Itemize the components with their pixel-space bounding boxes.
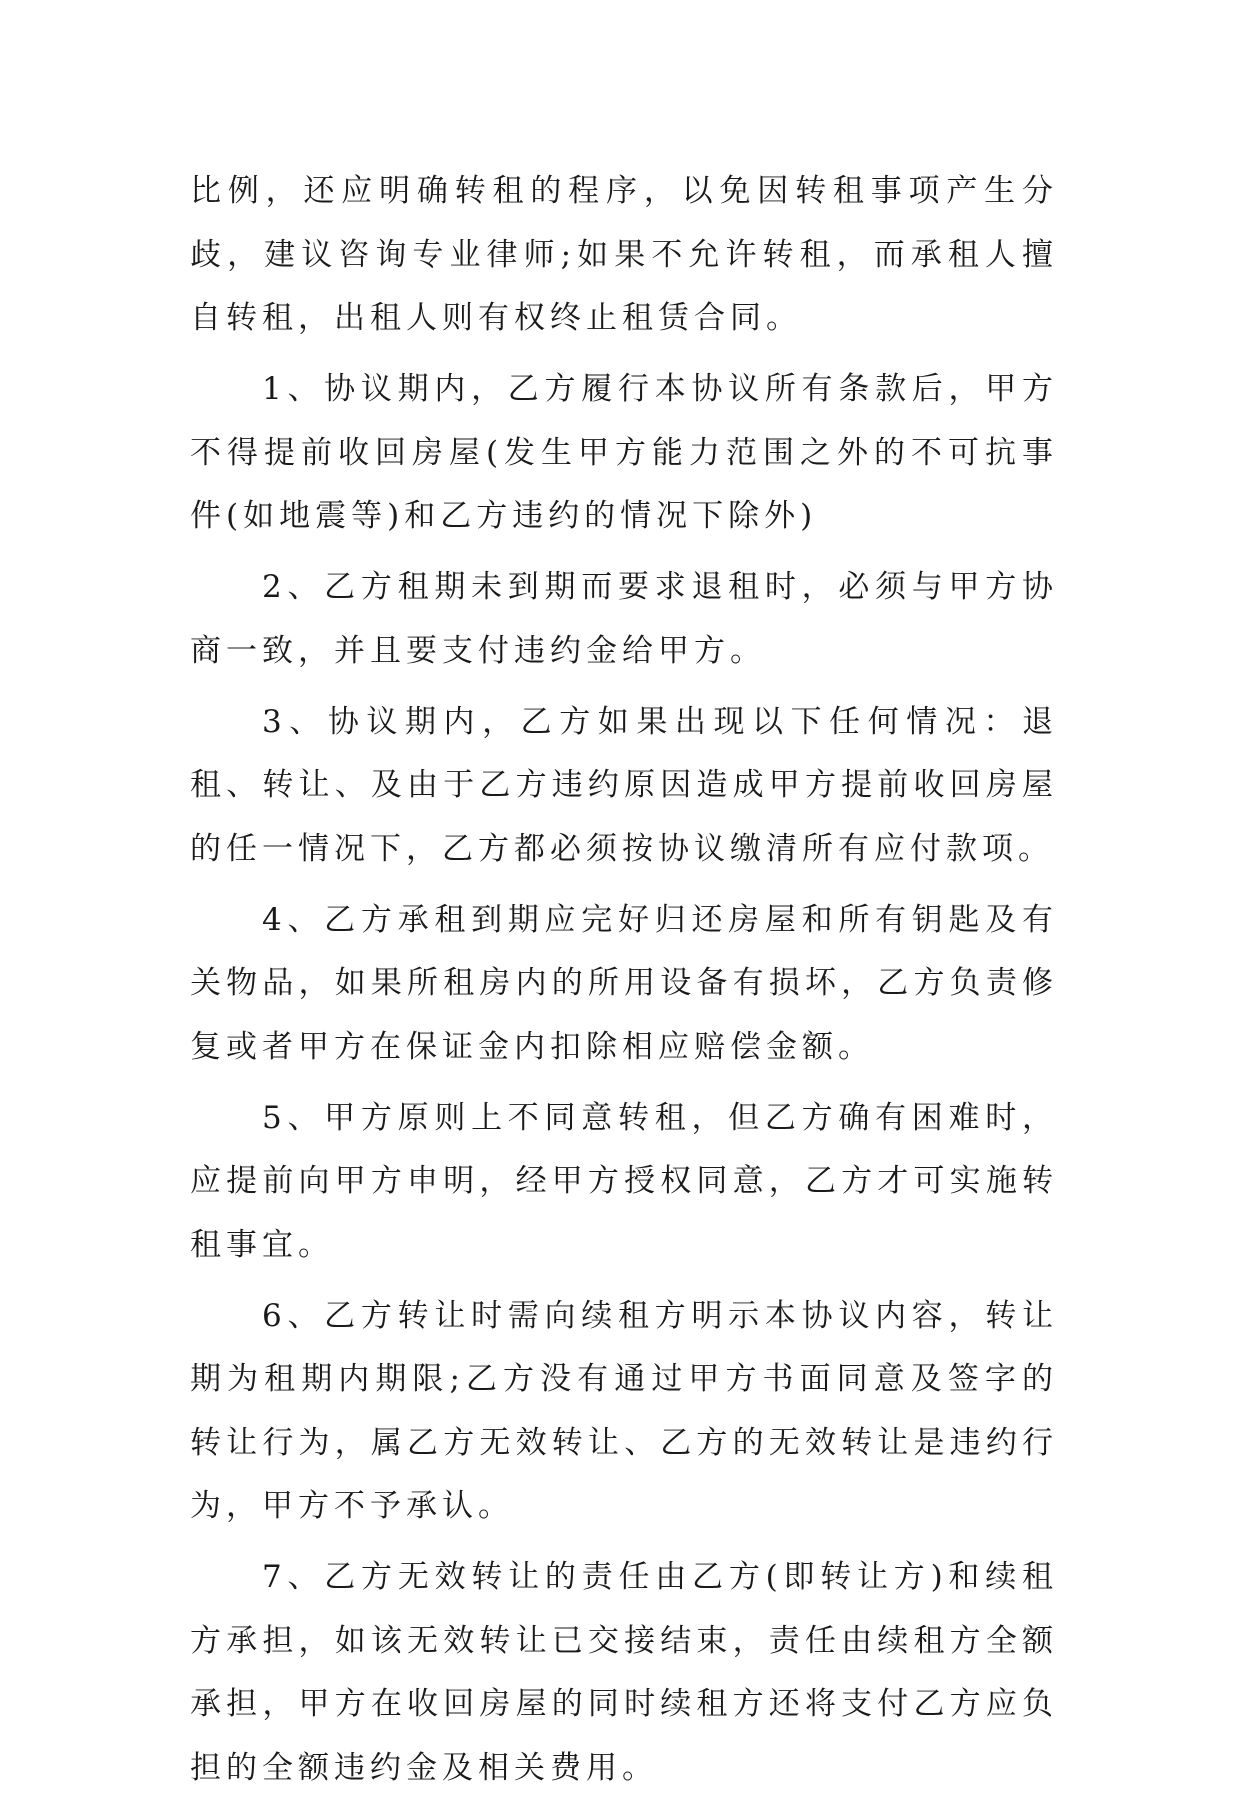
paragraph-clause-2: 2、乙方租期未到期而要求退租时，必须与甲方协商一致，并且要支付违约金给甲方。 (190, 569, 1058, 669)
document-body (190, 160, 1058, 1808)
paragraph-clause-6: 6、乙方转让时需向续租方明示本协议内容，转让期为租期内期限;乙方没有通过甲方书面同意及签字的转让行为，属乙方无效转让、乙方的无效转让是违约行为，甲方不予承认。 (190, 1297, 1058, 1524)
paragraph-clause-5: 5、甲方原则上不同意转租，但乙方确有困难时，应提前向甲方申明，经甲方授权同意，乙方才可实施转租事宜。 (190, 1099, 1058, 1263)
paragraph-clause-7: 7、乙方无效转让的责任由乙方(即转让方)和续租方承担，如该无效转让已交接结束，责任由续租方全额承担，甲方在收回房屋的同时续租方还将支付乙方应负担的全额违约金及相关费用。 (190, 1559, 1058, 1786)
paragraph-clause-4: 4、乙方承租到期应完好归还房屋和所有钥匙及有关物品，如果所租房内的所用设备有损坏，乙方负责修复或者甲方在保证金内扣除相应赔偿金额。 (190, 901, 1058, 1065)
paragraph-clause-3: 3、协议期内，乙方如果出现以下任何情况：退租、转让、及由于乙方违约原因造成甲方提前收回房屋的任一情况下，乙方都必须按协议缴清所有应付款项。 (190, 703, 1058, 867)
paragraph-intro: 比例，还应明确转租的程序，以免因转租事项产生分歧，建议咨询专业律师;如果不允许转租，而承租人擅自转租，出租人则有权终止租赁合同。 (190, 173, 1058, 336)
paragraph-clause-1: 1、协议期内，乙方履行本协议所有条款后，甲方不得提前收回房屋(发生甲方能力范围之外的不可抗事件(如地震等)和乙方违约的情况下除外) (190, 371, 1058, 534)
